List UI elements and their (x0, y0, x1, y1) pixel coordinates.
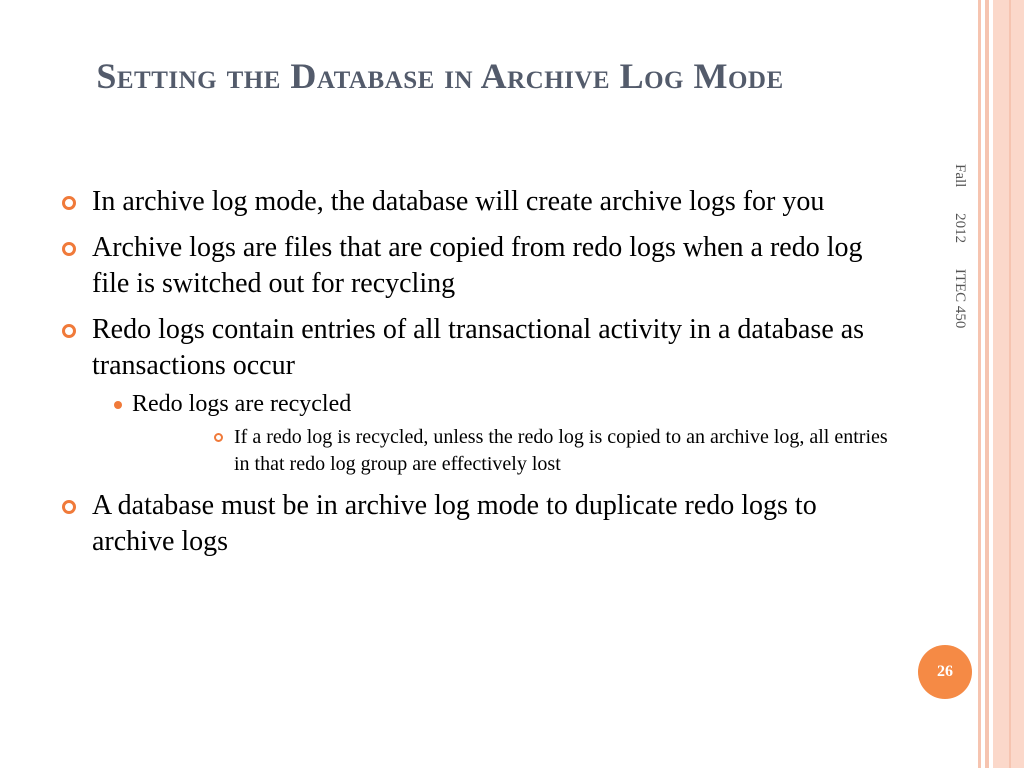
sub-sub-bullet-item (194, 424, 892, 478)
footer-course: ITEC 450 (952, 268, 968, 329)
footer-year: 2012 (952, 213, 968, 244)
footer-term: Fall (952, 164, 968, 188)
bullet-item (62, 488, 892, 560)
bullet-list (62, 184, 892, 570)
vertical-footer (948, 164, 972, 384)
circle-bullet-icon (62, 324, 76, 338)
sub-bullet-list (92, 388, 892, 478)
decorative-stripe (978, 0, 981, 768)
small-circle-bullet-icon (214, 433, 223, 442)
sub-bullet-text: Redo logs are recycled (132, 391, 352, 417)
bullet-item (62, 184, 892, 220)
bullet-text: Redo logs contain entries of all transactional activity in a database as transactions occur (92, 314, 865, 381)
circle-bullet-icon (62, 242, 76, 256)
decorative-stripe (985, 0, 989, 768)
slide-title: Setting the Database in Archive Log Mode (96, 56, 784, 96)
bullet-text: Archive logs are files that are copied from redo logs when a redo log file is switched out for recycling (92, 232, 863, 299)
circle-bullet-icon (62, 500, 76, 514)
circle-bullet-icon (62, 196, 76, 210)
bullet-text: A database must be in archive log mode to duplicate redo logs to archive logs (92, 490, 817, 557)
sub-sub-bullet-text: If a redo log is recycled, unless the redo log is copied to an archive log, all entries in that redo log group are effectively lost (234, 426, 888, 475)
sub-bullet-item (92, 388, 892, 478)
page-number-badge: 26 (918, 645, 972, 699)
dot-bullet-icon (114, 401, 122, 409)
bullet-item (62, 312, 892, 478)
decorative-stripe (1009, 0, 1011, 768)
bullet-text: In archive log mode, the database will create archive logs for you (92, 186, 825, 217)
bullet-item (62, 230, 892, 302)
